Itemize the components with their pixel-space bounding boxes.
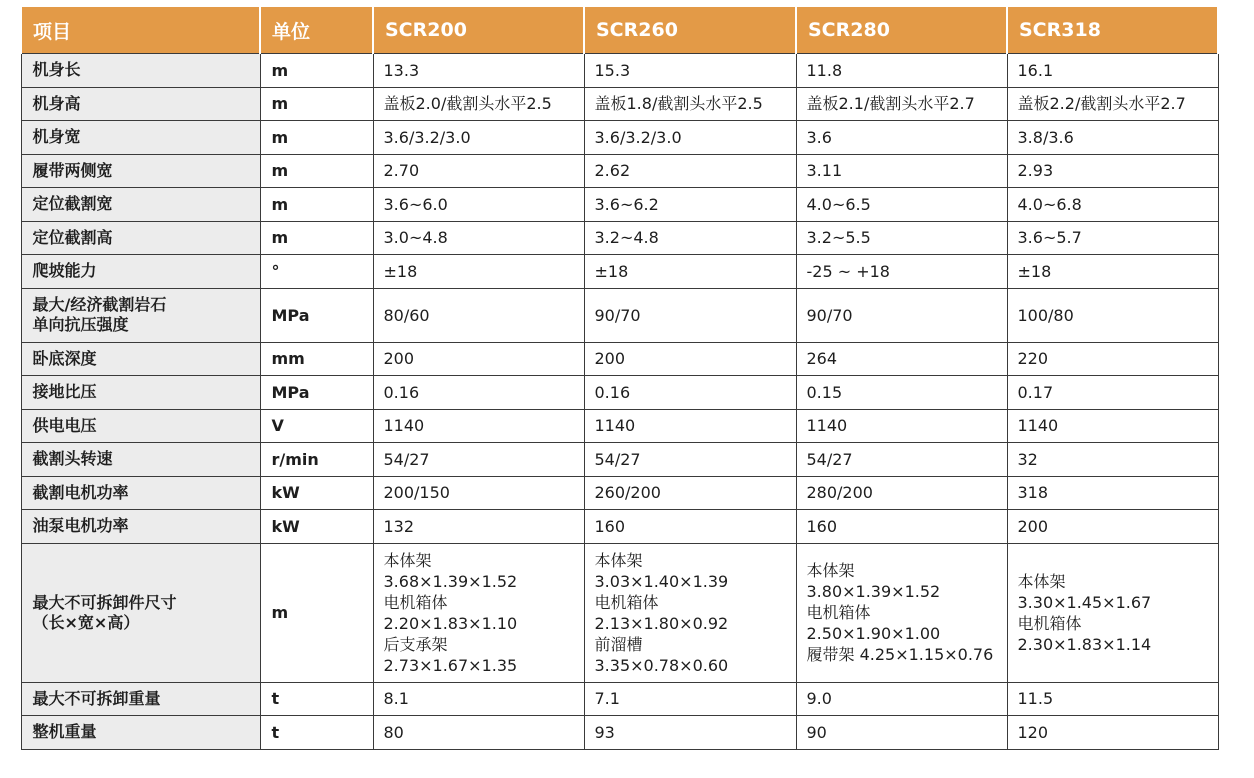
value-cell-scr260 [584,342,796,376]
value-cell-scr260 [584,255,796,289]
value-cell-scr260 [584,221,796,255]
value-cell-scr200 [373,716,584,750]
row-unit: t [260,716,373,750]
table-row [21,409,1218,443]
value-line: 3.35×0.78×0.60 [594,655,729,675]
value-line: 318 [1017,483,1049,503]
value-cell-scr200 [373,121,584,155]
row-unit: m [260,54,373,88]
row-unit: r/min [260,443,373,477]
value-line: 16.1 [1017,60,1054,80]
row-unit: m [260,188,373,222]
table-row [21,443,1218,477]
value-cell-scr200 [373,221,584,255]
row-unit: kW [260,510,373,544]
value-cell-scr280 [796,376,1007,410]
value-line: 15.3 [594,60,631,80]
value-line: 200 [383,349,415,369]
row-label [21,288,260,342]
value-cell-scr200 [373,409,584,443]
row-label-line: 供电电压 [32,415,97,435]
value-line: 11.8 [806,60,843,80]
value-cell-scr260 [584,543,796,682]
value-line: 3.8/3.6 [1017,127,1074,147]
header-model-scr318: SCR318 [1007,7,1218,54]
value-line: 160 [594,516,626,536]
value-line: 90 [806,722,827,742]
value-cell-scr318 [1007,342,1218,376]
table-row [21,154,1218,188]
value-cell-scr260 [584,682,796,716]
row-unit: m [260,543,373,682]
value-line: 54/27 [806,449,853,469]
row-label-line: 最大不可拆卸件尺寸 [32,592,177,612]
value-line: 32 [1017,449,1038,469]
row-unit: ° [260,255,373,289]
value-line: 11.5 [1017,689,1054,709]
row-label [21,221,260,255]
value-line: 3.2~4.8 [594,228,659,248]
value-cell-scr260 [584,87,796,121]
value-line: 220 [1017,349,1049,369]
value-line: 2.20×1.83×1.10 [383,613,518,633]
value-cell-scr318 [1007,543,1218,682]
header-unit: 单位 [260,7,373,54]
value-line: 90/70 [806,305,853,325]
value-cell-scr200 [373,255,584,289]
value-line: 4.0~6.8 [1017,194,1082,214]
value-line: ±18 [594,261,629,281]
value-line: 3.6~6.2 [594,194,659,214]
value-line: 1140 [806,416,848,436]
value-cell-scr318 [1007,255,1218,289]
value-cell-scr200 [373,543,584,682]
value-cell-scr280 [796,510,1007,544]
row-label-line: 单向抗压强度 [32,315,129,334]
value-cell-scr318 [1007,376,1218,410]
value-cell-scr200 [373,342,584,376]
value-line: 2.50×1.90×1.00 [806,624,941,643]
row-label [21,543,260,682]
value-cell-scr318 [1007,288,1218,342]
value-cell-scr260 [584,188,796,222]
value-line: 3.68×1.39×1.52 [383,571,518,591]
table-row [21,87,1218,121]
value-line: 54/27 [594,449,641,469]
row-label [21,54,260,88]
row-unit: mm [260,342,373,376]
row-label [21,510,260,544]
value-line: 3.2~5.5 [806,228,871,248]
table-row [21,54,1218,88]
value-line: 盖板1.8/截割头水平2.5 [594,94,763,114]
value-cell-scr200 [373,682,584,716]
row-label-line: 最大不可拆卸重量 [32,688,161,708]
row-unit: V [260,409,373,443]
value-cell-scr280 [796,188,1007,222]
value-line: 280/200 [806,483,873,503]
value-line: ±18 [383,261,418,281]
row-label-line: 定位截割高 [32,227,113,247]
header-model-scr260: SCR260 [584,7,796,54]
value-line: 1140 [594,416,636,436]
value-line: 电机箱体 [806,603,871,622]
value-line: 3.6~6.0 [383,194,448,214]
value-cell-scr280 [796,154,1007,188]
table-row [21,716,1218,750]
value-line: -25 ~ +18 [806,261,890,281]
value-cell-scr280 [796,87,1007,121]
row-label-line: 机身高 [32,93,81,113]
value-line: 本体架 [594,550,643,570]
value-line: 54/27 [383,449,430,469]
header-item: 项目 [21,7,260,54]
value-line: 264 [806,349,838,369]
row-label [21,716,260,750]
row-label [21,476,260,510]
value-cell-scr318 [1007,476,1218,510]
value-cell-scr318 [1007,121,1218,155]
value-cell-scr280 [796,255,1007,289]
row-label-line: 履带两侧宽 [32,160,113,180]
table-row [21,682,1218,716]
value-line: 3.6~5.7 [1017,228,1082,248]
value-line: 200 [1017,516,1049,536]
row-unit: m [260,154,373,188]
value-line: 80 [383,722,404,742]
value-line: 本体架 [383,550,432,570]
value-line: 后支承架 [383,634,448,654]
row-label [21,154,260,188]
row-label-line: 整机重量 [32,722,97,742]
row-label [21,376,260,410]
value-cell-scr318 [1007,409,1218,443]
table-row [21,543,1218,682]
value-line: 前溜槽 [594,634,643,654]
value-cell-scr280 [796,476,1007,510]
value-cell-scr200 [373,476,584,510]
value-cell-scr318 [1007,188,1218,222]
value-cell-scr280 [796,121,1007,155]
value-line: 0.15 [806,382,843,402]
table-row [21,342,1218,376]
value-line: 电机箱体 [383,592,448,612]
value-line: 3.6 [806,127,832,147]
value-line: 2.93 [1017,161,1054,181]
value-line: 9.0 [806,689,832,709]
value-cell-scr260 [584,510,796,544]
value-line: 160 [806,516,838,536]
spec-table [20,7,1219,750]
value-cell-scr280 [796,543,1007,682]
value-line: 7.1 [594,689,620,709]
header-row [21,7,1218,54]
value-line: 盖板2.1/截割头水平2.7 [806,94,975,114]
row-label-line: 接地比压 [32,382,97,402]
table-row [21,376,1218,410]
row-label-line: 截割电机功率 [32,482,129,502]
value-cell-scr318 [1007,87,1218,121]
value-line: 电机箱体 [594,592,659,612]
value-line: 132 [383,516,415,536]
value-line: 本体架 [806,561,855,580]
value-line: 8.1 [383,689,409,709]
value-line: 2.13×1.80×0.92 [594,613,729,633]
value-cell-scr260 [584,121,796,155]
value-cell-scr260 [584,716,796,750]
value-cell-scr280 [796,342,1007,376]
table-row [21,255,1218,289]
row-unit: m [260,221,373,255]
value-cell-scr280 [796,443,1007,477]
row-label [21,87,260,121]
value-cell-scr200 [373,288,584,342]
value-cell-scr280 [796,54,1007,88]
value-line: 电机箱体 [1017,613,1082,633]
table-body [21,54,1218,750]
table-row [21,288,1218,342]
value-line: 200 [594,349,626,369]
value-line: 3.30×1.45×1.67 [1017,592,1152,612]
value-cell-scr318 [1007,54,1218,88]
row-label [21,121,260,155]
value-line: 93 [594,722,615,742]
value-cell-scr280 [796,716,1007,750]
value-line: 260/200 [594,483,661,503]
table-row [21,221,1218,255]
row-unit: MPa [260,288,373,342]
value-cell-scr318 [1007,154,1218,188]
value-line: ±18 [1017,261,1052,281]
value-cell-scr318 [1007,443,1218,477]
value-cell-scr260 [584,376,796,410]
table-row [21,476,1218,510]
value-line: 4.0~6.5 [806,194,871,214]
header-model-scr280: SCR280 [796,7,1007,54]
value-line: 80/60 [383,305,430,325]
value-line: 3.80×1.39×1.52 [806,582,941,601]
value-cell-scr200 [373,154,584,188]
value-cell-scr200 [373,510,584,544]
value-line: 3.11 [806,161,843,181]
row-label-line: 油泵电机功率 [32,516,129,536]
row-label [21,188,260,222]
row-label [21,409,260,443]
value-cell-scr200 [373,188,584,222]
row-unit: t [260,682,373,716]
value-cell-scr200 [373,87,584,121]
row-label-line: 截割头转速 [32,449,113,469]
row-label-line: 卧底深度 [32,348,97,368]
row-label-line: 最大/经济截割岩石 [32,295,167,314]
row-label-line: （长×宽×高） [32,612,140,632]
row-label [21,255,260,289]
value-cell-scr260 [584,476,796,510]
value-line: 3.6/3.2/3.0 [383,127,471,147]
row-unit: m [260,121,373,155]
value-line: 盖板2.0/截割头水平2.5 [383,94,552,114]
value-cell-scr318 [1007,221,1218,255]
value-line: 13.3 [383,60,420,80]
row-label [21,682,260,716]
value-line: 120 [1017,722,1049,742]
value-cell-scr200 [373,54,584,88]
value-line: 3.03×1.40×1.39 [594,571,729,591]
value-cell-scr260 [584,288,796,342]
value-line: 1140 [383,416,425,436]
value-cell-scr318 [1007,682,1218,716]
row-label-line: 机身宽 [32,127,81,147]
value-cell-scr260 [584,54,796,88]
row-unit: kW [260,476,373,510]
table-header [21,7,1218,54]
value-cell-scr280 [796,288,1007,342]
value-line: 0.16 [383,382,420,402]
row-label [21,342,260,376]
value-cell-scr200 [373,443,584,477]
value-cell-scr260 [584,443,796,477]
row-unit: MPa [260,376,373,410]
value-line: 2.30×1.83×1.14 [1017,634,1152,654]
table-row [21,121,1218,155]
value-cell-scr200 [373,376,584,410]
value-line: 履带架 4.25×1.15×0.76 [806,645,994,664]
value-line: 0.16 [594,382,631,402]
value-line: 90/70 [594,305,641,325]
value-line: 100/80 [1017,305,1074,325]
value-cell-scr318 [1007,716,1218,750]
value-cell-scr260 [584,409,796,443]
header-model-scr200: SCR200 [373,7,584,54]
row-label-line: 机身长 [32,60,81,80]
value-cell-scr280 [796,409,1007,443]
row-unit: m [260,87,373,121]
value-cell-scr260 [584,154,796,188]
value-line: 2.62 [594,161,631,181]
value-line: 3.0~4.8 [383,228,448,248]
value-cell-scr280 [796,221,1007,255]
value-line: 200/150 [383,483,450,503]
value-line: 2.70 [383,161,420,181]
table-row [21,188,1218,222]
value-line: 本体架 [1017,571,1066,591]
value-cell-scr280 [796,682,1007,716]
row-label-line: 爬坡能力 [32,261,97,281]
value-line: 3.6/3.2/3.0 [594,127,682,147]
row-label-line: 定位截割宽 [32,194,113,214]
value-line: 2.73×1.67×1.35 [383,655,518,675]
value-line: 0.17 [1017,382,1054,402]
table-row [21,510,1218,544]
row-label [21,443,260,477]
value-line: 盖板2.2/截割头水平2.7 [1017,94,1186,114]
value-line: 1140 [1017,416,1059,436]
value-cell-scr318 [1007,510,1218,544]
